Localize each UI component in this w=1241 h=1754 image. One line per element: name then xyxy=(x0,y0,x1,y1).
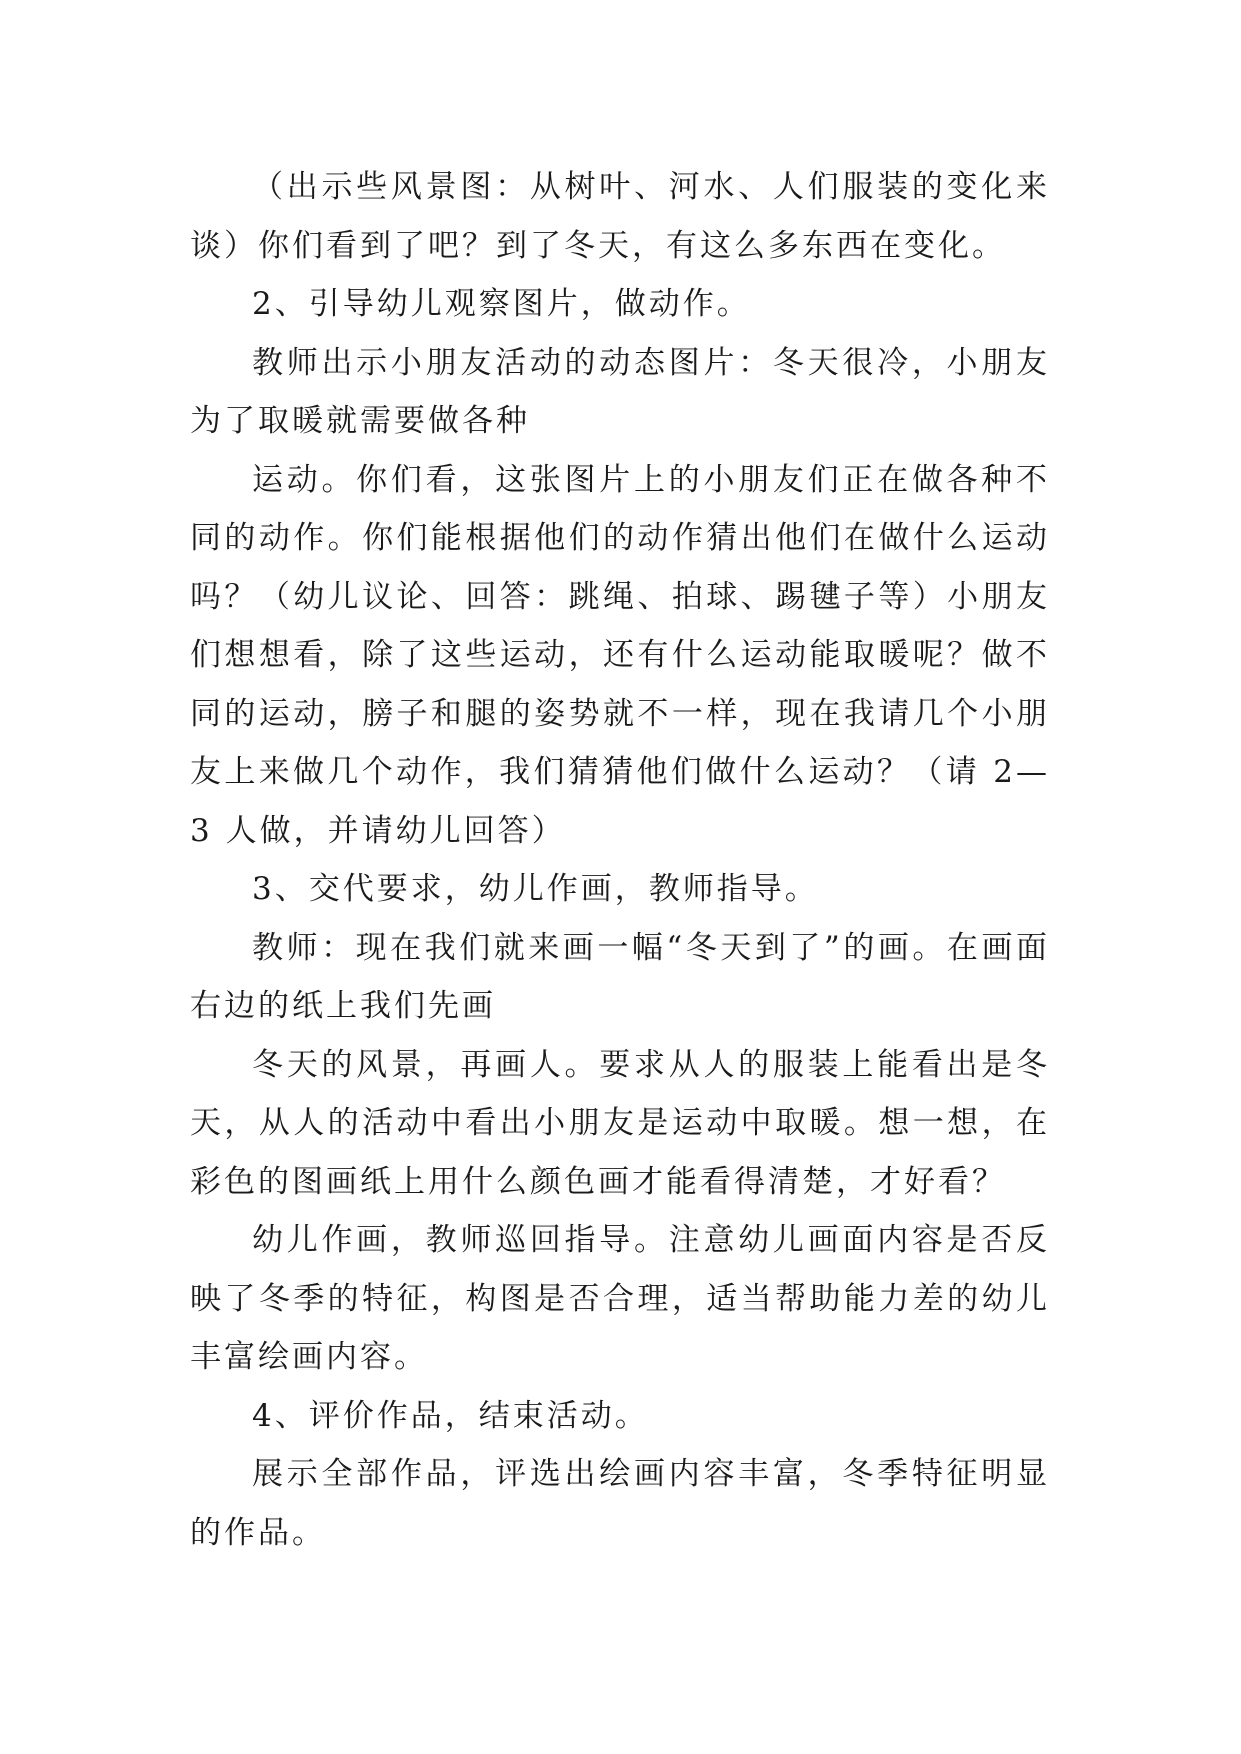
paragraph-drawing-requirements: 冬天的风景，再画人。要求从人的服装上能看出是冬天，从人的活动中看出小朋友是运动中取暖。想一想，在彩色的图画纸上用什么颜色画才能看得清楚，才好看？ xyxy=(190,1046,1050,1200)
paragraph-children-drawing: 幼儿作画，教师巡回指导。注意幼儿画面内容是否反映了冬季的特征，构图是否合理，适当帮助能力差的幼儿丰富绘画内容。 xyxy=(190,1222,1050,1375)
document-page xyxy=(190,158,1050,1562)
paragraph-exhibit-works: 展示全部作品，评选出绘画内容丰富，冬季特征明显的作品。 xyxy=(190,1456,1050,1551)
paragraph-scenery-intro: （出示些风景图：从树叶、河水、人们服装的变化来谈）你们看到了吧？到了冬天，有这么多东西在变化。 xyxy=(190,169,1050,264)
step-2-heading: 2、引导幼儿观察图片，做动作。 xyxy=(252,286,751,322)
step-3-heading: 3、交代要求，幼儿作画，教师指导。 xyxy=(252,871,819,907)
paragraph-teacher-shows-pictures: 教师出示小朋友活动的动态图片：冬天很冷，小朋友为了取暖就需要做各种 xyxy=(190,344,1050,439)
paragraph-teacher-instructions: 教师：现在我们就来画一幅“冬天到了”的画。在画面右边的纸上我们先画 xyxy=(190,929,1050,1024)
paragraph-sports-discussion: 运动。你们看，这张图片上的小朋友们正在做各种不同的动作。你们能根据他们的动作猜出他们在做什么运动吗？（幼儿议论、回答：跳绳、拍球、踢毽子等）小朋友们想想看，除了这些运动，还有什么运动能取暖呢？做不同的运动，膀子和腿的姿势就不一样，现在我请几个小朋友上来做几个动作，我们猜猜他们做什么运动？（请 2—3 人做，并请幼儿回答） xyxy=(190,461,1050,849)
step-4-heading: 4、评价作品，结束活动。 xyxy=(252,1397,649,1434)
